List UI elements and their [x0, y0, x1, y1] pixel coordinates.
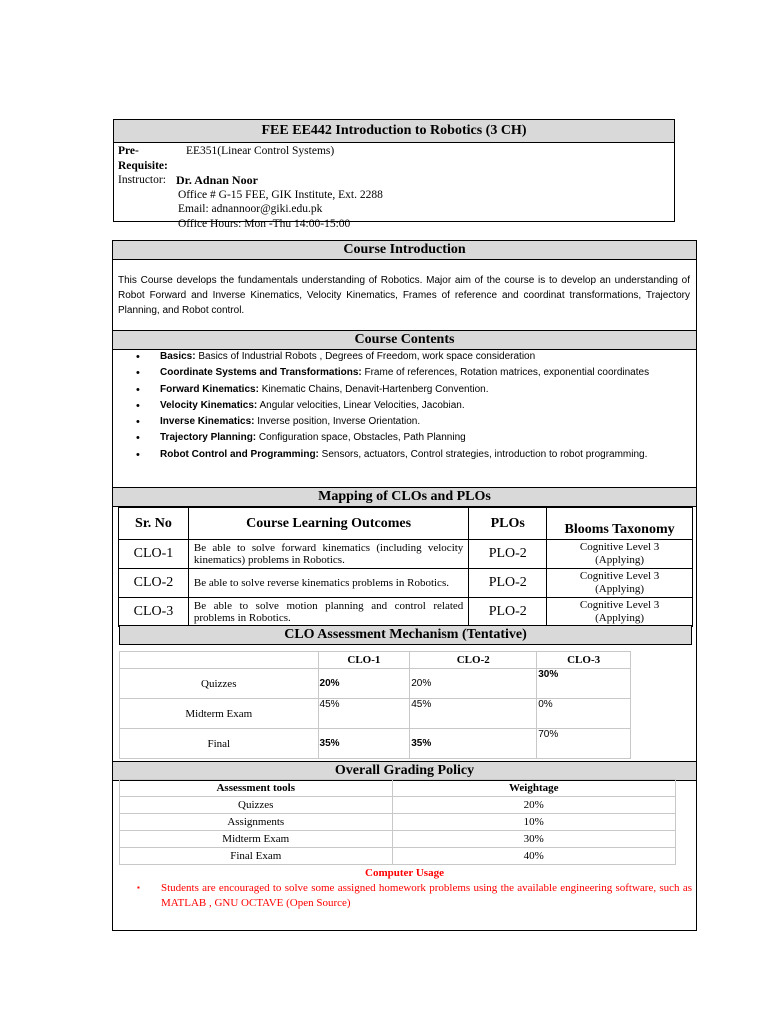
table-row [120, 831, 676, 848]
table-row [120, 797, 676, 814]
prereq-label: Pre-Requisite: [118, 145, 168, 172]
table-header-row [120, 780, 676, 797]
table-row [119, 598, 693, 627]
tool-weight: 10% [392, 814, 675, 831]
blooms-level: Cognitive Level 3 (Applying) [547, 569, 693, 598]
computer-usage-text: Students are encouraged to solve some assigned homework problems using the available engineering software, such as MATLAB , GNU OCTAVE (Open Source) [161, 882, 692, 909]
contents-list [133, 349, 649, 463]
table-row [120, 848, 676, 865]
clo-outcome: Be able to solve forward kinematics (including velocity kinematics) problems in Robotics. [188, 540, 468, 569]
table-header-row [119, 508, 693, 540]
clo-plo-table [118, 507, 693, 627]
table-header-row [120, 652, 631, 669]
grading-policy-table [119, 779, 676, 865]
table-row [120, 669, 631, 699]
clo1-value: 35% [318, 729, 410, 759]
office-hours-line: Office Hours: Mon -Thu 14:00-15:00 [178, 217, 351, 230]
course-header-box [113, 119, 675, 230]
clo-outcome: Be able to solve reverse kinematics problems in Robotics. [188, 569, 468, 598]
email-line: Email: adnannoor@giki.edu.pk [178, 203, 323, 215]
list-item: • Trajectory Planning: Configuration space, Obstacles, Path Planning [133, 430, 649, 446]
course-title: FEE EE442 Introduction to Robotics (3 CH) [114, 120, 674, 143]
assessment-name: Midterm Exam [120, 699, 319, 729]
clo-assessment-table [119, 651, 631, 759]
instructor-label: Instructor: [118, 174, 166, 186]
list-item: • Coordinate Systems and Transformations: Frame of references, Rotation matrices, exponential coordinates [133, 365, 649, 381]
course-details-box [112, 240, 697, 931]
table-row [120, 699, 631, 729]
tool-name: Quizzes [120, 797, 393, 814]
square-bullet-icon: ▪ [137, 883, 140, 892]
computer-usage-item [137, 881, 692, 910]
clo-id: CLO-1 [119, 540, 189, 569]
assessment-heading: CLO Assessment Mechanism (Tentative) [119, 625, 692, 645]
clo2-value: 20% [410, 669, 537, 699]
table-row [120, 814, 676, 831]
tool-weight: 20% [392, 797, 675, 814]
clo2-value: 45% [410, 699, 537, 729]
office-line: Office # G-15 FEE, GIK Institute, Ext. 2288 [178, 188, 383, 201]
tool-weight: 40% [392, 848, 675, 865]
plo-id: PLO-2 [469, 598, 547, 627]
list-item: • Robot Control and Programming: Sensors, actuators, Control strategies, introduction to robot programming. [133, 447, 649, 463]
col-header-blank [120, 652, 319, 669]
intro-paragraph: This Course develops the fundamentals understanding of Robotics. Major aim of the course is to develop an understanding of Robot Forward and Inverse Kinematics, Velocity Kinematics, Frames of reference and coordinat transformations, Trajectory Planning, and Robot control. [118, 275, 690, 316]
clo1-value: 45% [318, 699, 410, 729]
table-row [119, 569, 693, 598]
list-item: • Basics: Basics of Industrial Robots , Degrees of Freedom, work space consideration [133, 349, 649, 365]
tool-weight: 30% [392, 831, 675, 848]
clo1-value: 20% [318, 669, 410, 699]
mapping-heading: Mapping of CLOs and PLOs [113, 487, 696, 507]
col-header-clo3: CLO-3 [537, 652, 631, 669]
intro-heading: Course Introduction [113, 241, 696, 260]
tool-name: Assignments [120, 814, 393, 831]
col-header-clo2: CLO-2 [410, 652, 537, 669]
clo3-value: 0% [537, 699, 631, 729]
table-row [120, 729, 631, 759]
col-header-weightage: Weightage [392, 780, 675, 797]
col-header-plos: PLOs [469, 508, 547, 540]
list-item: • Inverse Kinematics: Inverse position, Inverse Orientation. [133, 414, 649, 430]
clo2-value: 35% [410, 729, 537, 759]
tool-name: Midterm Exam [120, 831, 393, 848]
col-header-clo1: CLO-1 [318, 652, 410, 669]
col-header-outcomes: Course Learning Outcomes [188, 508, 468, 540]
grading-heading: Overall Grading Policy [113, 761, 696, 781]
assessment-name: Final [120, 729, 319, 759]
clo-id: CLO-2 [119, 569, 189, 598]
computer-usage-heading: Computer Usage [365, 867, 444, 879]
contents-heading: Course Contents [113, 330, 696, 350]
assessment-name: Quizzes [120, 669, 319, 699]
prereq-value: EE351(Linear Control Systems) [186, 145, 335, 157]
clo3-value: 30% [537, 669, 631, 699]
instructor-name: Dr. Adnan Noor [176, 173, 258, 187]
plo-id: PLO-2 [469, 540, 547, 569]
blooms-level: Cognitive Level 3 (Applying) [547, 598, 693, 627]
clo3-value: 70% [537, 729, 631, 759]
tool-name: Final Exam [120, 848, 393, 865]
col-header-blooms: Blooms Taxonomy [547, 508, 693, 540]
clo-outcome: Be able to solve motion planning and control related problems in Robotics. [188, 598, 468, 627]
list-item: • Velocity Kinematics: Angular velocities, Linear Velocities, Jacobian. [133, 398, 649, 414]
plo-id: PLO-2 [469, 569, 547, 598]
table-row [119, 540, 693, 569]
list-item: • Forward Kinematics: Kinematic Chains, Denavit-Hartenberg Convention. [133, 382, 649, 398]
col-header-sr-no: Sr. No [119, 508, 189, 540]
blooms-level: Cognitive Level 3 (Applying) [547, 540, 693, 569]
clo-id: CLO-3 [119, 598, 189, 627]
col-header-tools: Assessment tools [120, 780, 393, 797]
